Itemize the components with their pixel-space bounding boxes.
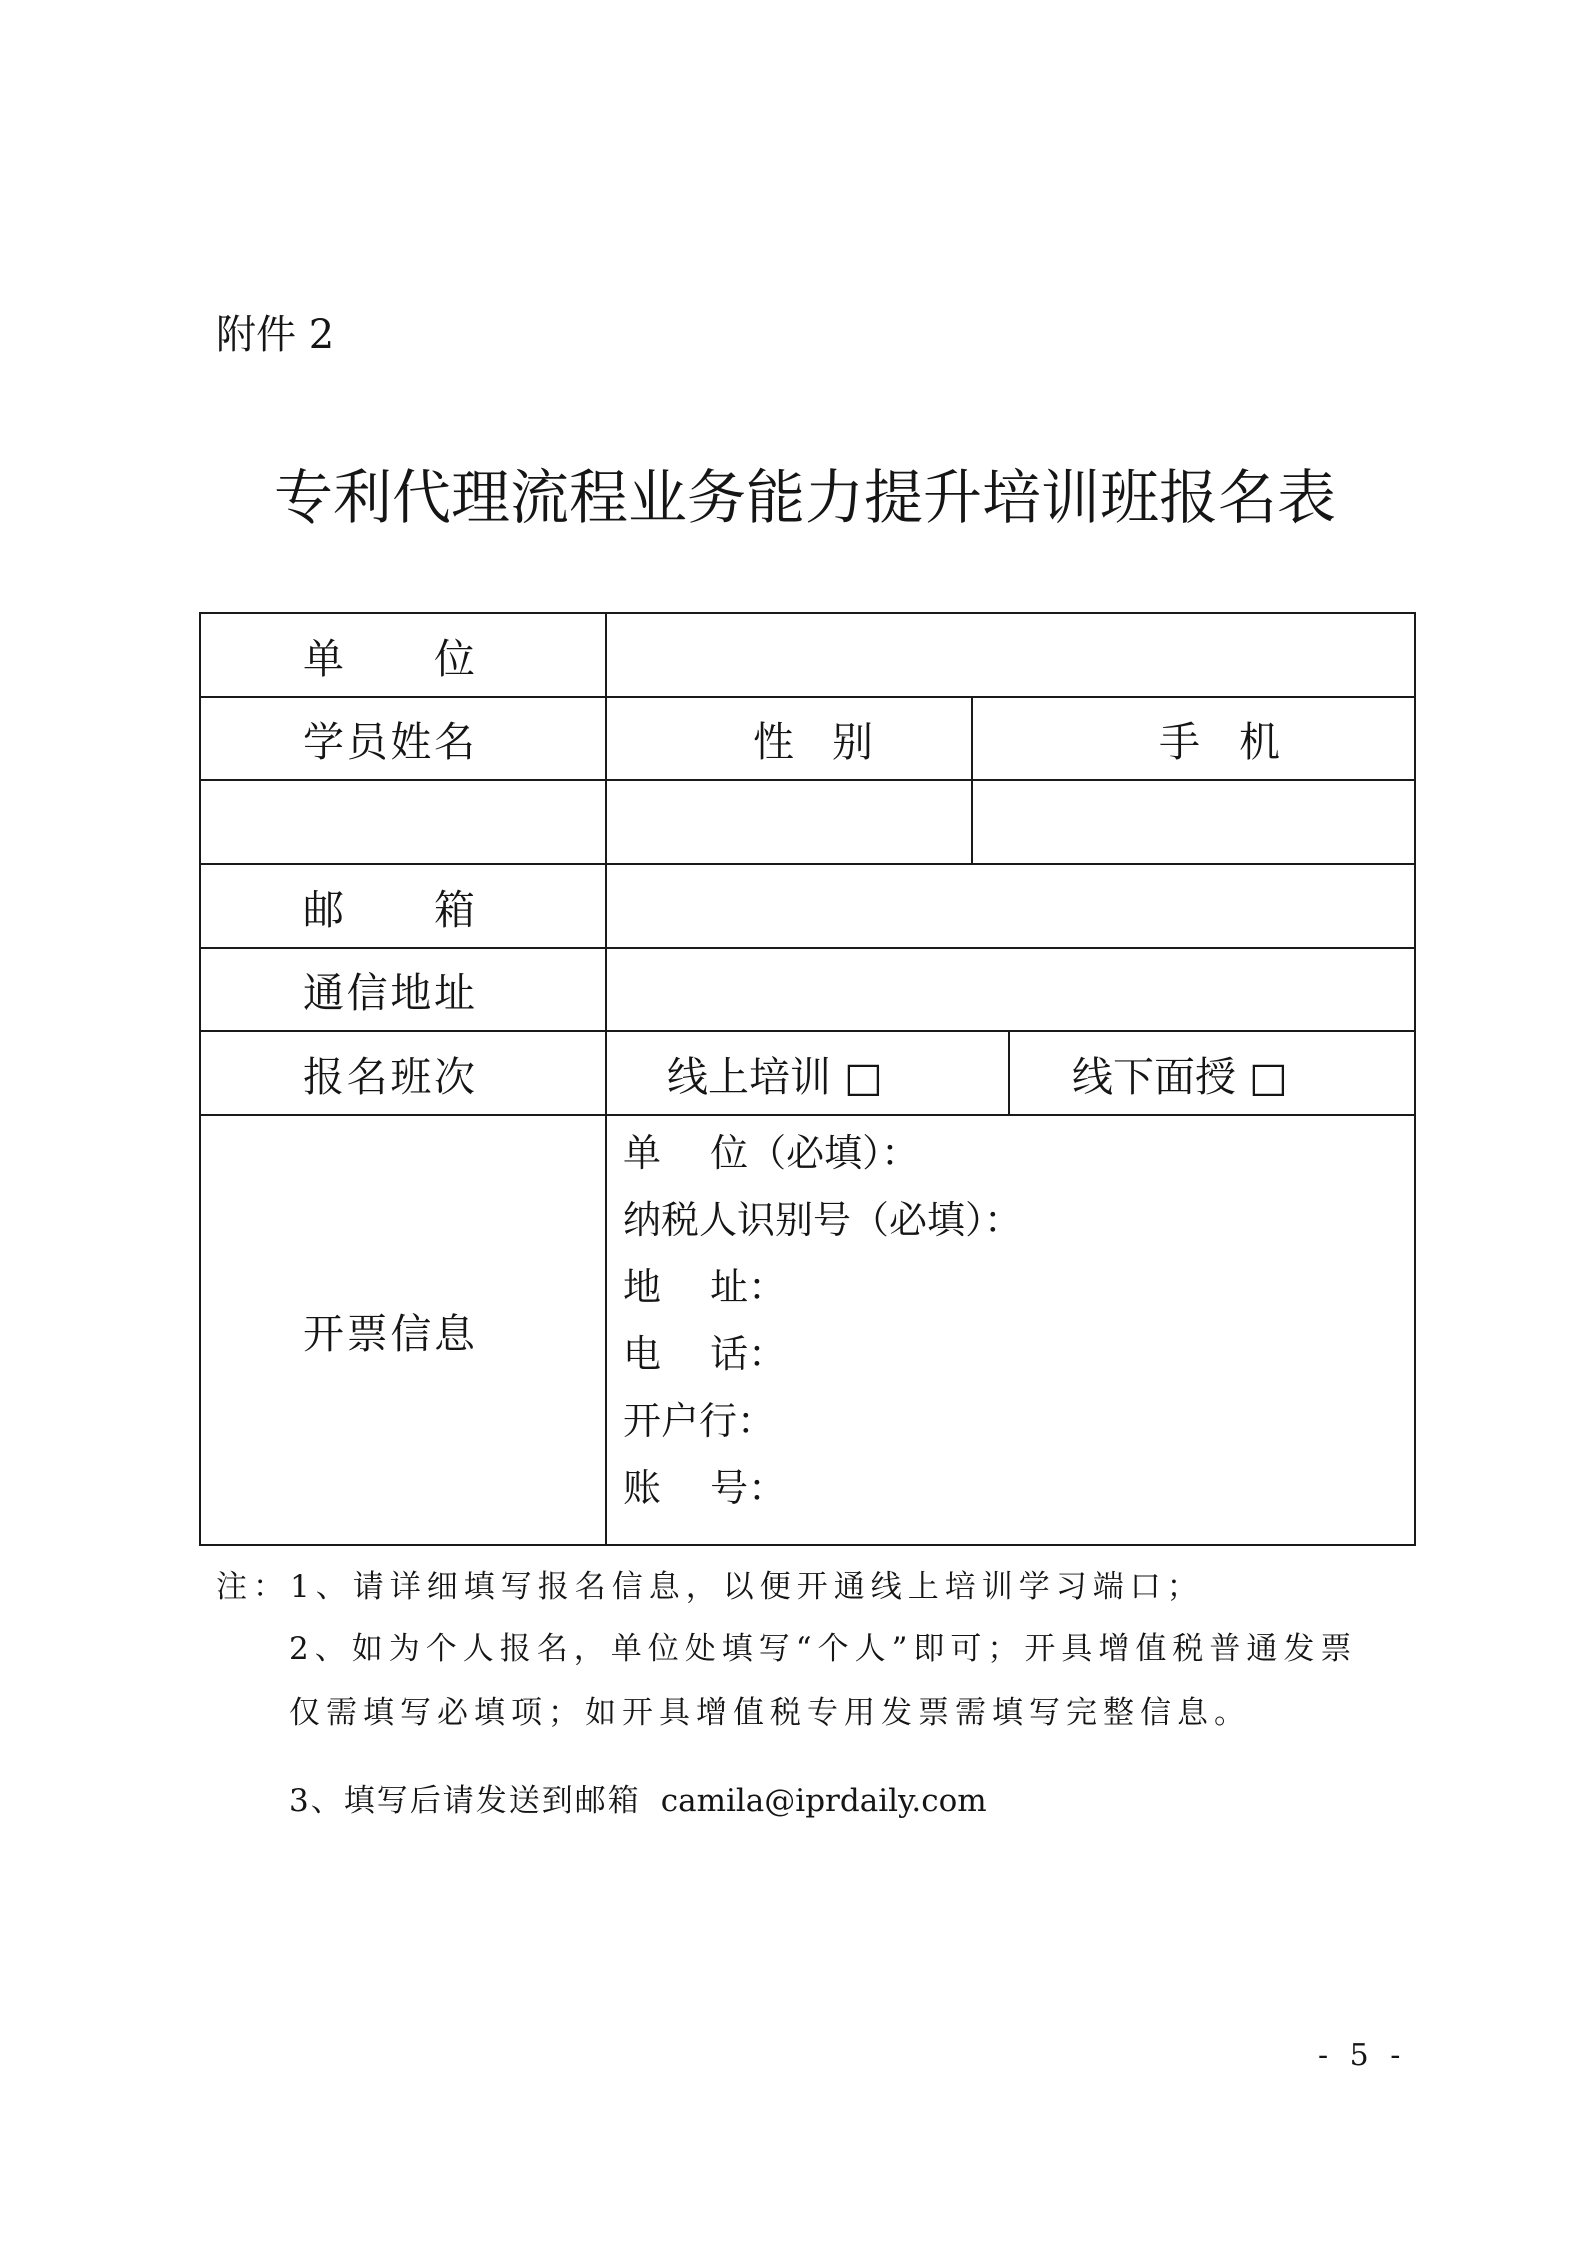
form-title: 专利代理流程业务能力提升培训班报名表	[274, 463, 1337, 532]
unit-label: 单 位	[303, 634, 475, 683]
note-line-3: 仅需填写必填项；如开具增值税专用发票需填写完整信息。	[289, 1695, 1251, 1731]
address-label-cell	[201, 949, 607, 1032]
mobile-value-cell	[973, 781, 1416, 865]
student-name-label-cell	[201, 698, 607, 781]
gender-label-cell	[607, 698, 973, 781]
gender-value-cell	[607, 781, 973, 865]
class-label: 报名班次	[303, 1052, 475, 1101]
note-line-2: 2、如为个人报名，单位处填写“个人”即可；开具增值税普通发票	[289, 1631, 1358, 1667]
email-label: 邮 箱	[303, 885, 475, 934]
address-value-cell	[607, 949, 1416, 1032]
invoice-tax-id-field: 纳税人识别号（必填）：	[623, 1198, 1023, 1242]
invoice-address-field: 地 址：	[623, 1265, 787, 1309]
offline-training-checkbox-option: 线下面授 □	[1072, 1052, 1288, 1101]
invoice-fields-cell	[607, 1116, 1416, 1546]
gender-label: 性 别	[753, 718, 873, 766]
invoice-unit-field: 单 位（必填）：	[623, 1131, 920, 1175]
page-number: - 5 -	[1318, 2038, 1407, 2073]
unit-value-cell	[607, 614, 1416, 698]
invoice-bank-field: 开户行：	[623, 1399, 776, 1443]
email-label-cell	[201, 865, 607, 949]
contact-email: camila@iprdaily.com	[660, 1783, 987, 1819]
invoice-label: 开票信息	[303, 1309, 475, 1358]
offline-training-option-cell	[1010, 1032, 1416, 1116]
registration-form-table	[199, 612, 1416, 1546]
attachment-label: 附件 2	[216, 312, 335, 358]
invoice-label-cell	[201, 1116, 607, 1546]
unit-label-cell	[201, 614, 607, 698]
note-line-4	[289, 1776, 987, 1826]
class-label-cell	[201, 1032, 607, 1116]
online-training-checkbox-option: 线上培训 □	[667, 1052, 883, 1101]
mobile-label: 手 机	[1159, 718, 1280, 766]
note-line-1: 注：1、请详细填写报名信息，以便开通线上培训学习端口；	[216, 1569, 1204, 1605]
address-label: 通信地址	[303, 969, 475, 1017]
mobile-label-cell	[973, 698, 1416, 781]
invoice-account-field: 账 号：	[623, 1466, 787, 1510]
email-value-cell	[607, 865, 1416, 949]
student-name-value-cell	[201, 781, 607, 865]
student-name-label: 学员姓名	[303, 718, 475, 766]
invoice-phone-field: 电 话：	[623, 1332, 787, 1376]
online-training-option-cell	[607, 1032, 1010, 1116]
note-line-4-text: 3、填写后请发送到邮箱	[289, 1783, 641, 1819]
